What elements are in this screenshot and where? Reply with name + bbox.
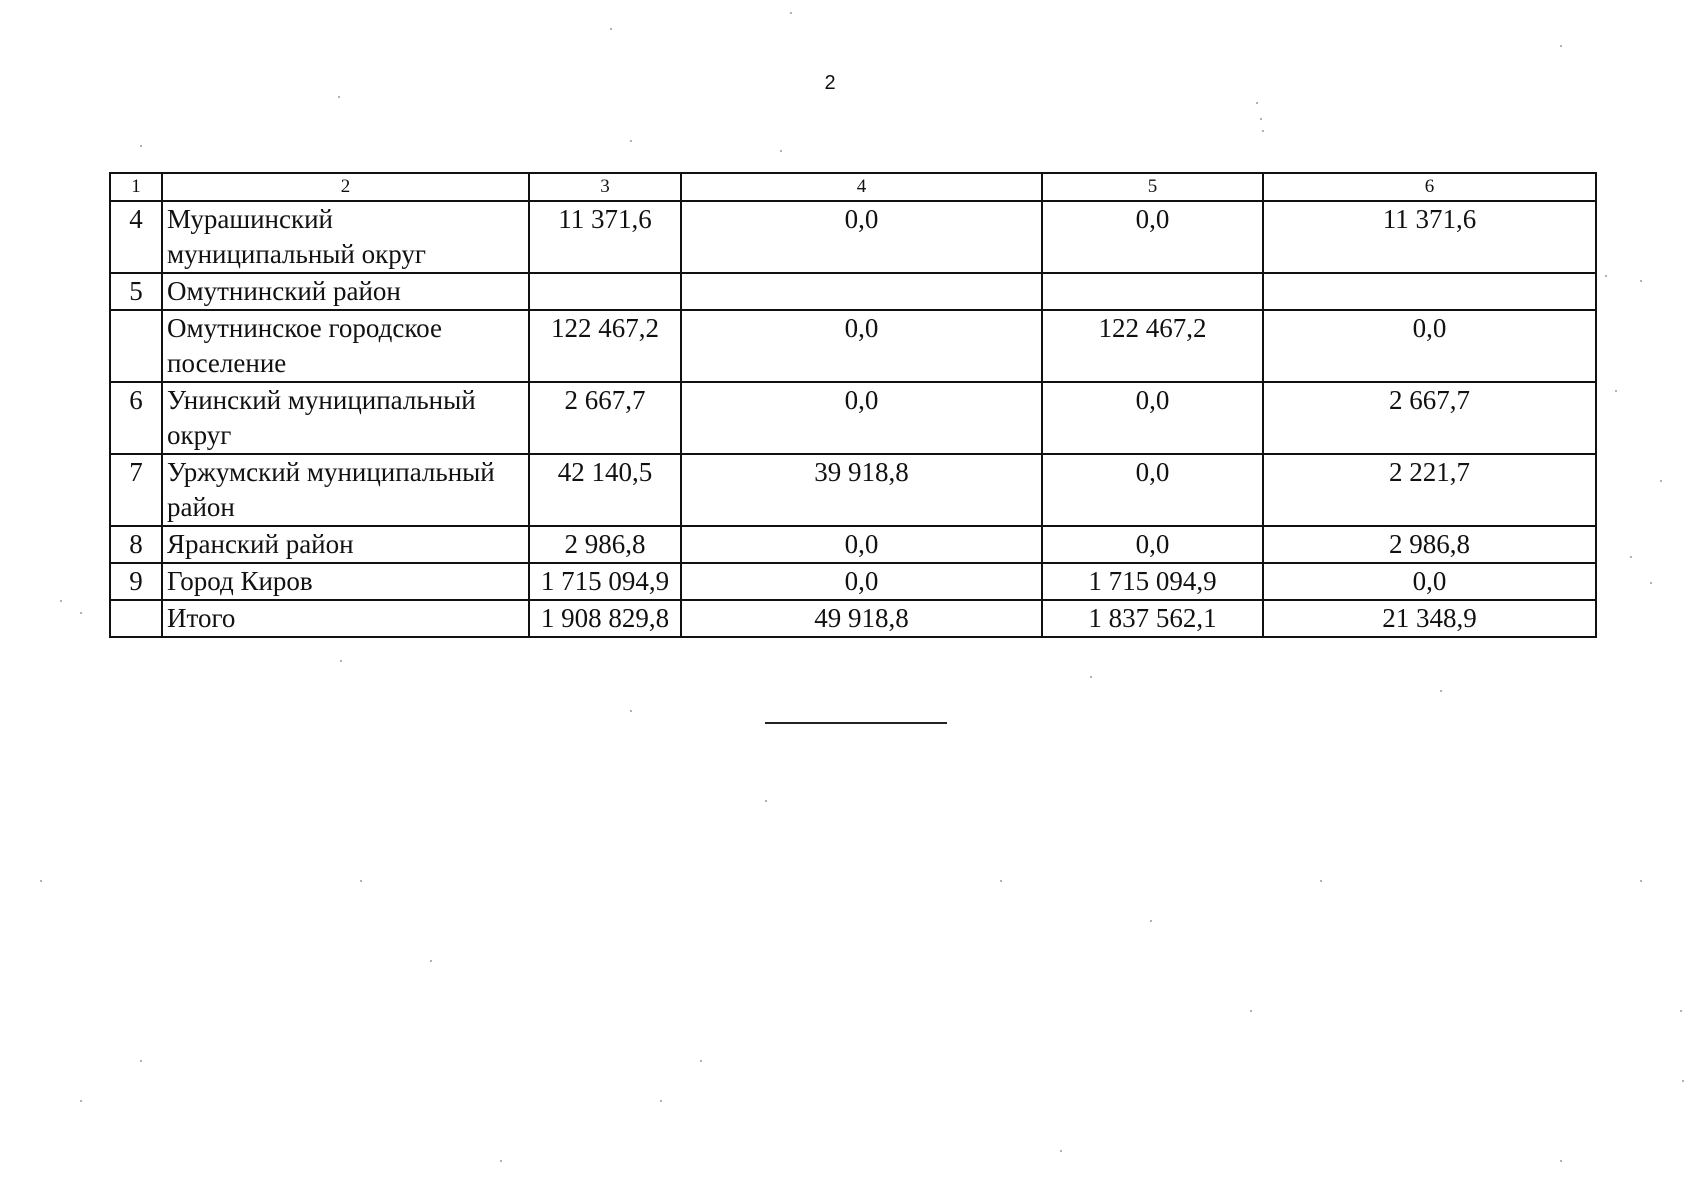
value-cell-col3 bbox=[529, 273, 681, 310]
value-cell-col5: 0,0 bbox=[1042, 526, 1263, 563]
row-number-cell: 9 bbox=[110, 563, 162, 600]
value-cell-col4: 0,0 bbox=[681, 563, 1042, 600]
value-cell-col3: 2 986,8 bbox=[529, 526, 681, 563]
value-cell-col6: 11 371,6 bbox=[1263, 201, 1596, 273]
value-cell-col5: 0,0 bbox=[1042, 201, 1263, 273]
row-number-cell: 5 bbox=[110, 273, 162, 310]
total-value-col3: 1 908 829,8 bbox=[529, 600, 681, 637]
row-number-cell bbox=[110, 310, 162, 382]
row-name-cell: Омутнинский район bbox=[162, 273, 529, 310]
value-cell-col4: 0,0 bbox=[681, 201, 1042, 273]
value-cell-col4: 0,0 bbox=[681, 382, 1042, 454]
row-name-cell: Город Киров bbox=[162, 563, 529, 600]
value-cell-col5: 122 467,2 bbox=[1042, 310, 1263, 382]
table-row bbox=[110, 454, 1596, 526]
value-cell-col4: 39 918,8 bbox=[681, 454, 1042, 526]
value-cell-col3: 42 140,5 bbox=[529, 454, 681, 526]
value-cell-col6: 2 667,7 bbox=[1263, 382, 1596, 454]
column-number-3: 3 bbox=[529, 173, 681, 201]
value-cell-col3: 1 715 094,9 bbox=[529, 563, 681, 600]
value-cell-col5: 0,0 bbox=[1042, 454, 1263, 526]
total-value-col5: 1 837 562,1 bbox=[1042, 600, 1263, 637]
table-row bbox=[110, 526, 1596, 563]
value-cell-col4 bbox=[681, 273, 1042, 310]
row-number-cell bbox=[110, 600, 162, 637]
value-cell-col4: 0,0 bbox=[681, 310, 1042, 382]
row-name-cell: Яранский район bbox=[162, 526, 529, 563]
end-of-document-rule bbox=[765, 722, 947, 724]
table-row bbox=[110, 310, 1596, 382]
table-row bbox=[110, 273, 1596, 310]
total-value-col4: 49 918,8 bbox=[681, 600, 1042, 637]
value-cell-col6: 0,0 bbox=[1263, 310, 1596, 382]
row-name-cell: Унинский муниципальный округ bbox=[162, 382, 529, 454]
column-number-4: 4 bbox=[681, 173, 1042, 201]
row-number-cell: 7 bbox=[110, 454, 162, 526]
page-number: 2 bbox=[824, 72, 836, 94]
table-row bbox=[110, 563, 1596, 600]
row-number-cell: 6 bbox=[110, 382, 162, 454]
column-number-1: 1 bbox=[110, 173, 162, 201]
table-row bbox=[110, 201, 1596, 273]
row-number-cell: 8 bbox=[110, 526, 162, 563]
total-label-cell: Итого bbox=[162, 600, 529, 637]
table-total-row bbox=[110, 600, 1596, 637]
table-row bbox=[110, 382, 1596, 454]
row-name-cell: Уржумский муниципальный район bbox=[162, 454, 529, 526]
value-cell-col5: 0,0 bbox=[1042, 382, 1263, 454]
value-cell-col5: 1 715 094,9 bbox=[1042, 563, 1263, 600]
table-header-row bbox=[110, 173, 1596, 201]
value-cell-col4: 0,0 bbox=[681, 526, 1042, 563]
row-number-cell: 4 bbox=[110, 201, 162, 273]
column-number-2: 2 bbox=[162, 173, 529, 201]
value-cell-col6: 2 221,7 bbox=[1263, 454, 1596, 526]
total-value-col6: 21 348,9 bbox=[1263, 600, 1596, 637]
value-cell-col6: 0,0 bbox=[1263, 563, 1596, 600]
row-name-cell: Мурашинский муниципальный округ bbox=[162, 201, 529, 273]
budget-distribution-table bbox=[109, 172, 1597, 638]
column-number-5: 5 bbox=[1042, 173, 1263, 201]
value-cell-col3: 122 467,2 bbox=[529, 310, 681, 382]
value-cell-col3: 2 667,7 bbox=[529, 382, 681, 454]
value-cell-col5 bbox=[1042, 273, 1263, 310]
value-cell-col6: 2 986,8 bbox=[1263, 526, 1596, 563]
value-cell-col6 bbox=[1263, 273, 1596, 310]
row-name-cell: Омутнинское городское поселение bbox=[162, 310, 529, 382]
value-cell-col3: 11 371,6 bbox=[529, 201, 681, 273]
column-number-6: 6 bbox=[1263, 173, 1596, 201]
